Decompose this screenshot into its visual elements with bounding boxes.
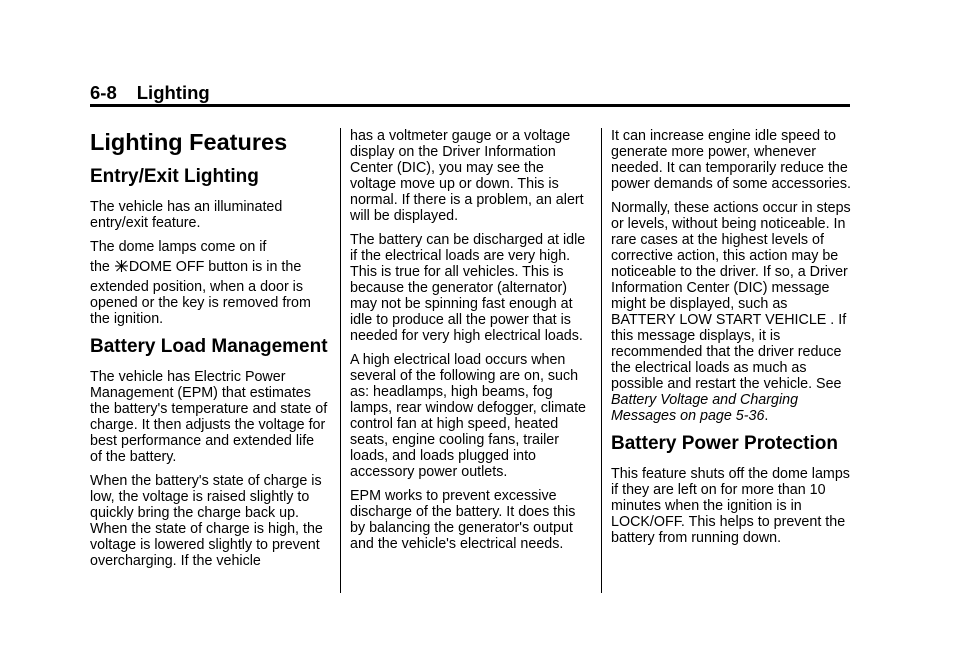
page-header: [90, 82, 850, 104]
entry-paragraph-2c: extended position, when a door is opened or the key is removed from the ignition.: [90, 279, 311, 327]
column-3: [611, 128, 851, 554]
dome-lamp-icon: [114, 259, 129, 273]
cross-reference-link[interactable]: Battery Voltage and Charging Messages on page 5-36: [611, 392, 799, 424]
header-text: [90, 82, 850, 104]
col3-paragraph-1: It can increase engine idle speed to generate more power, whenever needed. It can temporarily reduce the power demands of some accessories.: [611, 128, 851, 192]
column-divider-2: [601, 128, 602, 593]
column-2: [350, 128, 590, 560]
entry-prefix: the: [90, 259, 110, 275]
col2-paragraph-2: The battery can be discharged at idle if the electrical loads are very high. This is true for all vehicles. This is because the generator (alternator) may not be spinning fast enough at idle to produce all the power that is needed for very high electrical loads.: [350, 232, 586, 344]
battery-protection-heading: Battery Power Protection: [611, 433, 838, 454]
page-title: Lighting Features: [90, 129, 288, 155]
col2-paragraph-1: has a voltmeter gauge or a voltage display on the Driver Information Center (DIC), you may see the voltage move up or down. This is normal. If there is a problem, an alert will be displayed.: [350, 128, 584, 224]
col2-paragraph-3: A high electrical load occurs when several of the following are on, such as: headlamps, high beams, fog lamps, rear window defogger, climate control fan at high speed, heated seats, engine cooling fans, trailer loads, and loads plugged into accessory power outlets.: [350, 352, 587, 480]
col2-paragraph-4: EPM works to prevent excessive discharge of the battery. It does this by balancing the generator's output and the vehicle's electrical needs.: [350, 488, 576, 552]
column-1: [90, 128, 330, 577]
entry-exit-heading: Entry/Exit Lighting: [90, 166, 259, 187]
page-number: 6-8: [90, 82, 117, 103]
col3-paragraph-2-main: Normally, these actions occur in steps or levels, without being noticeable. In rare cases at the highest levels of corrective action, this action may be noticeable to the driver. If so, a Driver Information Center (DIC) message might be displayed, such as BATTERY LOW START VEHICLE . If this message displays, it is recommended that the driver reduce the electrical loads as much as possible and restart the vehicle. See: [611, 200, 851, 392]
battery-paragraph-1: The vehicle has Electric Power Management (EPM) that estimates the battery's temperature and state of charge. It then adjusts the voltage for best performance and extended life of the battery.: [90, 369, 328, 465]
entry-paragraph-2a: The dome lamps come on if: [90, 239, 267, 255]
battery-load-heading: Battery Load Management: [90, 336, 328, 357]
column-divider-1: [340, 128, 341, 593]
col3-paragraph-2-end: .: [764, 408, 769, 424]
section-title: Lighting: [136, 82, 210, 103]
header-rule: [90, 104, 850, 107]
dome-off-text: DOME OFF button is in the: [128, 259, 302, 275]
col3-paragraph-2: [611, 200, 851, 424]
entry-paragraph-1: The vehicle has an illuminated entry/exit feature.: [90, 199, 283, 231]
protection-paragraph: This feature shuts off the dome lamps if they are left on for more than 10 minutes when the ignition is in LOCK/OFF. This helps to prevent the battery from running down.: [611, 466, 850, 546]
battery-paragraph-2: When the battery's state of charge is low, the voltage is raised slightly to quickly bring the charge back up. When the state of charge is high, the voltage is lowered slightly to prevent overcharging. If the vehicle: [90, 473, 323, 569]
entry-paragraph-2b: [90, 259, 330, 275]
